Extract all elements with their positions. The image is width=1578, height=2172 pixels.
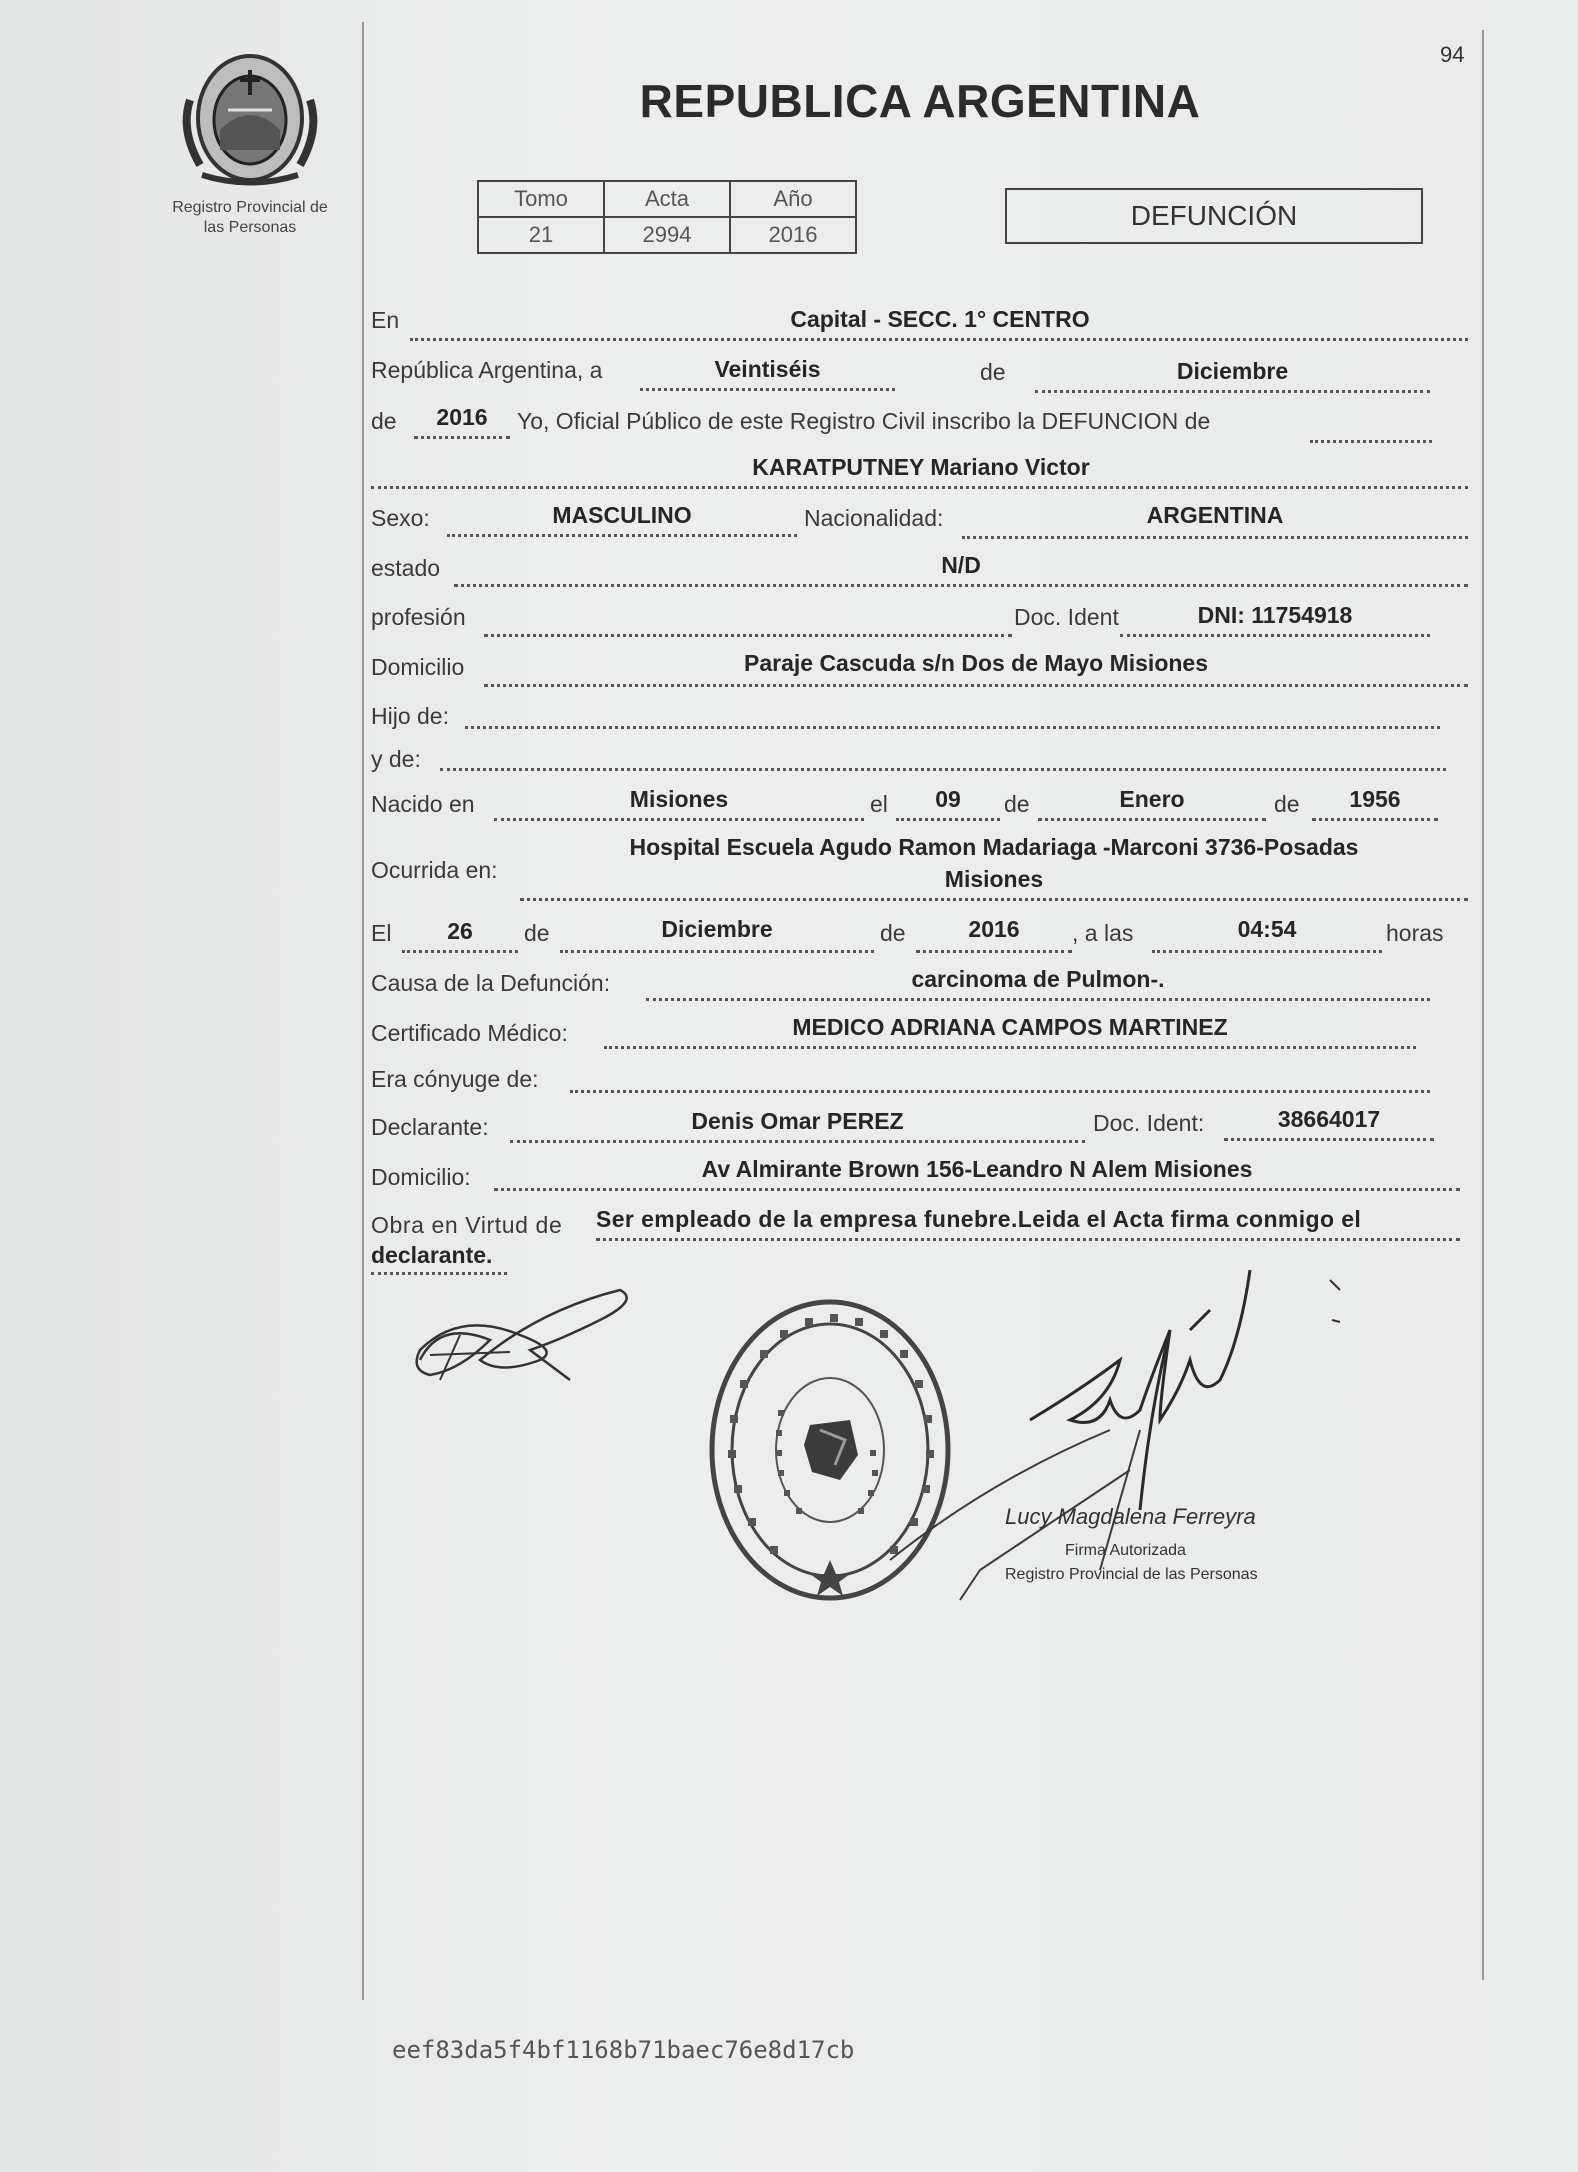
value-declarante-doc: 38664017	[1277, 1106, 1381, 1132]
value-ocurrida-line1: Hospital Escuela Agudo Ramon Madariaga -Marconi 3736-Posadas	[629, 834, 1359, 860]
dotline-dia	[640, 388, 895, 391]
registry-value-tomo: 21	[478, 217, 604, 253]
label-ocurrida-en: Ocurrida en:	[371, 857, 498, 883]
official-name: Lucy Magdalena Ferreyra	[1005, 1504, 1256, 1529]
label-profesion: profesión	[371, 604, 466, 630]
dotline-dni	[1120, 634, 1430, 637]
registry-table	[477, 180, 857, 254]
label-causa: Causa de la Defunción:	[371, 970, 611, 996]
label-obra: Obra en Virtud de	[371, 1212, 563, 1238]
right-margin-line	[1482, 30, 1484, 1980]
value-estado: N/D	[941, 552, 981, 578]
document-title: REPUBLICA ARGENTINA	[639, 75, 1201, 127]
value-lugar: Capital - SECC. 1° CENTRO	[790, 306, 1090, 332]
dotline-fallec-mes	[560, 950, 874, 953]
province-coat-of-arms	[180, 40, 320, 190]
label-hijo-de: Hijo de:	[371, 703, 449, 729]
value-fallec-dia: 26	[447, 918, 473, 944]
label-doc-ident: Doc. Ident	[1014, 604, 1119, 630]
label-estado: estado	[371, 555, 441, 581]
value-nacido-anio: 1956	[1349, 786, 1401, 812]
dotline-declarante	[510, 1140, 1085, 1143]
label-nacionalidad: Nacionalidad:	[804, 505, 944, 531]
value-hora: 04:54	[1237, 916, 1297, 942]
label-declarante: Declarante:	[371, 1114, 489, 1140]
label-horas: horas	[1386, 920, 1444, 946]
label-a-las: , a las	[1072, 920, 1134, 946]
value-fallec-anio: 2016	[968, 916, 1020, 942]
label-republica: República Argentina, a	[371, 357, 603, 383]
registry-value-anio: 2016	[730, 217, 856, 253]
value-mes: Diciembre	[1176, 358, 1289, 384]
value-certificado: MEDICO ADRIANA CAMPOS MARTINEZ	[792, 1014, 1228, 1040]
value-domicilio: Paraje Cascuda s/n Dos de Mayo Misiones	[744, 650, 1208, 676]
label-de-6: de	[880, 920, 906, 946]
value-obra-line1: Ser empleado de la empresa funebre.Leida el Acta firma conmigo el	[596, 1206, 1362, 1232]
label-de-5: de	[524, 920, 550, 946]
value-dni: DNI: 11754918	[1197, 602, 1353, 628]
value-nacido-mes: Enero	[1119, 786, 1185, 812]
label-domicilio: Domicilio	[371, 654, 465, 680]
registry-value-acta: 2994	[604, 217, 730, 253]
dotline-y-de	[440, 768, 1446, 771]
label-de-4: de	[1274, 791, 1300, 817]
value-fallec-mes: Diciembre	[661, 916, 773, 942]
value-causa: carcinoma de Pulmon-.	[911, 966, 1165, 992]
document-type-box: DEFUNCIÓN	[1005, 188, 1423, 244]
dotline-yo	[1310, 440, 1432, 443]
registry-header-anio: Año	[730, 181, 856, 217]
label-certificado: Certificado Médico:	[371, 1020, 568, 1046]
logo-caption: Registro Provincial de las Personas	[172, 199, 328, 236]
label-el: el	[870, 791, 888, 817]
dotline-fallec-anio	[916, 950, 1072, 953]
dotline-conyuge	[570, 1090, 1430, 1093]
value-anio: 2016	[436, 404, 488, 430]
official-signature	[870, 1270, 1350, 1640]
dotline-anio	[414, 436, 510, 439]
dotline-hora	[1152, 950, 1382, 953]
label-de-3: de	[1004, 791, 1030, 817]
dotline-mes	[1035, 390, 1430, 393]
dotline-nacido-anio	[1312, 818, 1438, 821]
label-el-cap: El	[371, 920, 392, 946]
label-de-1: de	[980, 359, 1006, 385]
value-ocurrida-line2: Misiones	[944, 866, 1044, 892]
dotline-lugar	[410, 338, 1468, 341]
label-yo: Yo, Oficial Público de este Registro Civil inscribo la DEFUNCION de	[517, 408, 1211, 434]
value-nacionalidad: ARGENTINA	[1146, 502, 1284, 528]
label-domicilio-2: Domicilio:	[371, 1164, 471, 1190]
dotline-certificado	[604, 1046, 1416, 1049]
left-margin-line	[362, 22, 364, 2000]
dotline-causa	[646, 998, 1430, 1001]
dotline-nacido-dia	[896, 818, 1000, 821]
label-de-2: de	[371, 408, 397, 434]
dotline-profesion	[484, 634, 1012, 637]
dotline-nombre	[371, 486, 1468, 489]
label-nacido-en: Nacido en	[371, 791, 475, 817]
dotline-nacido-mes	[1038, 818, 1266, 821]
label-y-de: y de:	[371, 746, 421, 772]
value-nacido-dia: 09	[935, 786, 961, 812]
value-declarante-dom: Av Almirante Brown 156-Leandro N Alem Misiones	[701, 1156, 1253, 1182]
label-conyuge: Era cónyuge de:	[371, 1066, 539, 1092]
value-nombre: KARATPUTNEY Mariano Victor	[752, 454, 1090, 480]
dotline-nacido-en	[494, 818, 864, 821]
dotline-domicilio	[484, 684, 1468, 687]
label-en: En	[371, 307, 400, 333]
label-declarante-doc: Doc. Ident:	[1093, 1110, 1205, 1136]
dotline-sexo	[447, 534, 797, 537]
dotline-estado	[454, 584, 1468, 587]
label-sexo: Sexo:	[371, 505, 430, 531]
registry-header-tomo: Tomo	[478, 181, 604, 217]
dotline-declarante-doc	[1224, 1138, 1434, 1141]
official-office: Registro Provincial de las Personas	[1005, 1566, 1258, 1583]
value-declarante: Denis Omar PEREZ	[691, 1108, 904, 1134]
declarant-signature	[400, 1280, 640, 1390]
official-role: Firma Autorizada	[1065, 1542, 1186, 1559]
dotline-hijo-de	[465, 726, 1440, 729]
registry-header-acta: Acta	[604, 181, 730, 217]
dotline-declarante-dom	[494, 1188, 1460, 1191]
dotline-obra-1	[596, 1238, 1460, 1241]
page-number: 94	[1440, 42, 1465, 67]
dotline-nacionalidad	[962, 536, 1468, 539]
value-sexo: MASCULINO	[552, 502, 692, 528]
value-dia-letras: Veintiséis	[714, 356, 821, 382]
value-nacido-en: Misiones	[629, 786, 729, 812]
dotline-ocurrida	[520, 898, 1468, 901]
value-obra-line2: declarante.	[371, 1242, 493, 1268]
document-hash: eef83da5f4bf1168b71baec76e8d17cb	[392, 2036, 855, 2064]
dotline-obra-2	[371, 1272, 507, 1275]
dotline-fallec-dia	[402, 950, 518, 953]
